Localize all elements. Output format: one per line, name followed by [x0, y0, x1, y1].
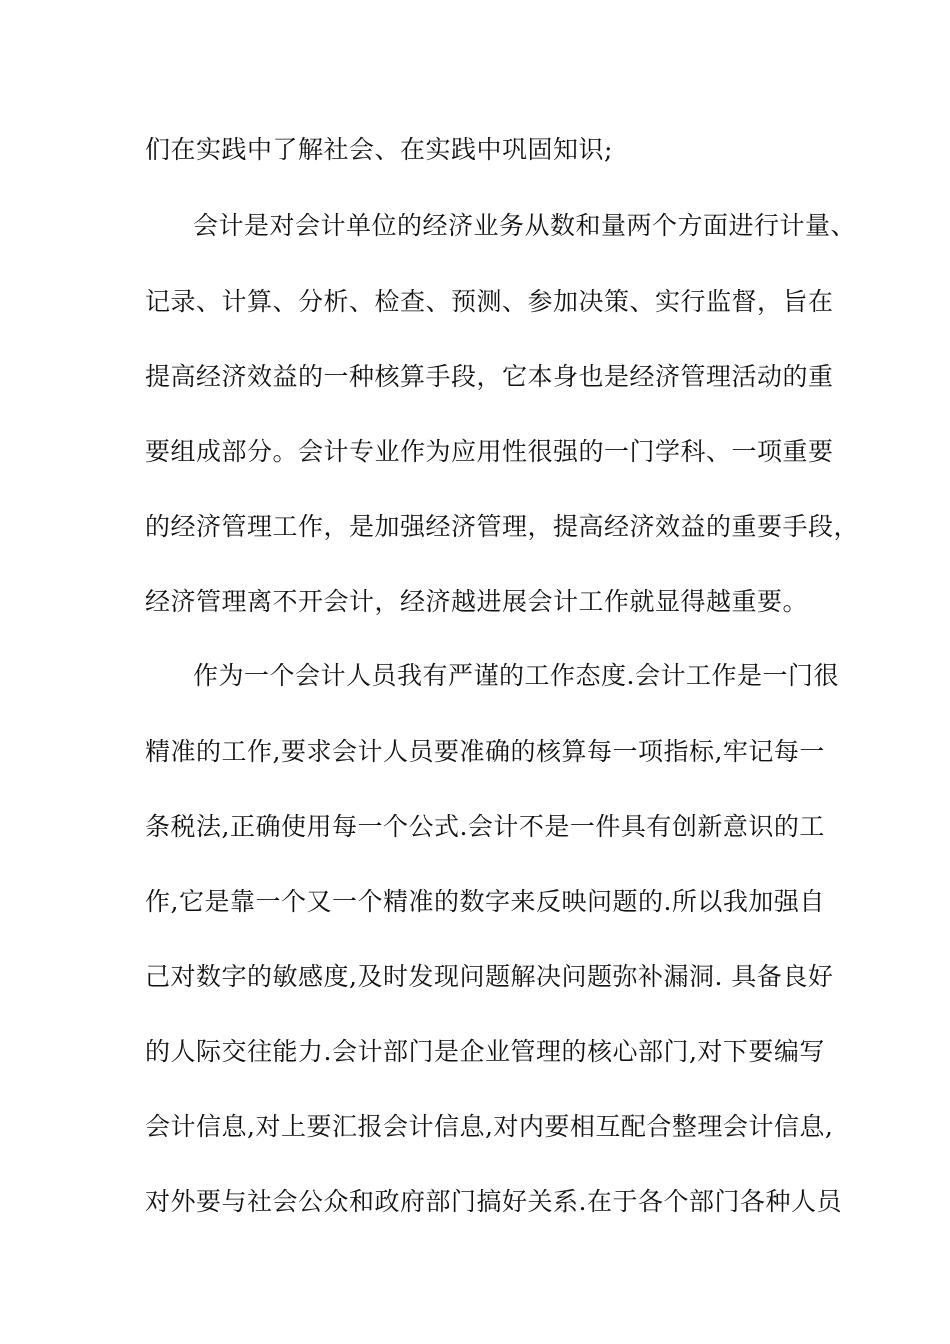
text-line: 精准的工作,要求会计人员要准确的核算每一项指标,牢记每一: [145, 737, 825, 766]
text-line: 对外要与社会公众和政府部门搞好关系.在于各个部门各种人员: [145, 1187, 842, 1216]
text-line: 要组成部分。会计专业作为应用性很强的一门学科、一项重要: [145, 437, 834, 466]
text-line: 的经济管理工作，是加强经济管理，提高经济效益的重要手段，: [145, 512, 860, 541]
text-line: 经济管理离不开会计，经济越进展会计工作就显得越重要。: [145, 587, 809, 616]
text-line: 记录、计算、分析、检查、预测、参加决策、实行监督，旨在: [145, 287, 834, 316]
text-line: 会计信息,对上要汇报会计信息,对内要相互配合整理会计信息,: [145, 1112, 834, 1141]
text-line: 提高经济效益的一种核算手段，它本身也是经济管理活动的重: [145, 362, 834, 391]
text-line: 的人际交往能力.会计部门是企业管理的核心部门,对下要编写: [145, 1037, 825, 1066]
text-line: 作,它是靠一个又一个精准的数字来反映问题的.所以我加强自: [145, 887, 825, 916]
paragraph-start-line: 作为一个会计人员我有严谨的工作态度.会计工作是一门很: [193, 661, 839, 690]
paragraph-start-line: 会计是对会计单位的经济业务从数和量两个方面进行计量、: [193, 211, 857, 240]
text-line: 己对数字的敏感度,及时发现问题解决问题弥补漏洞. 具备良好: [145, 962, 834, 991]
text-line: 条税法,正确使用每一个公式.会计不是一件具有创新意识的工: [145, 812, 825, 841]
text-line: 们在实践中了解社会、在实践中巩固知识;: [145, 135, 613, 164]
